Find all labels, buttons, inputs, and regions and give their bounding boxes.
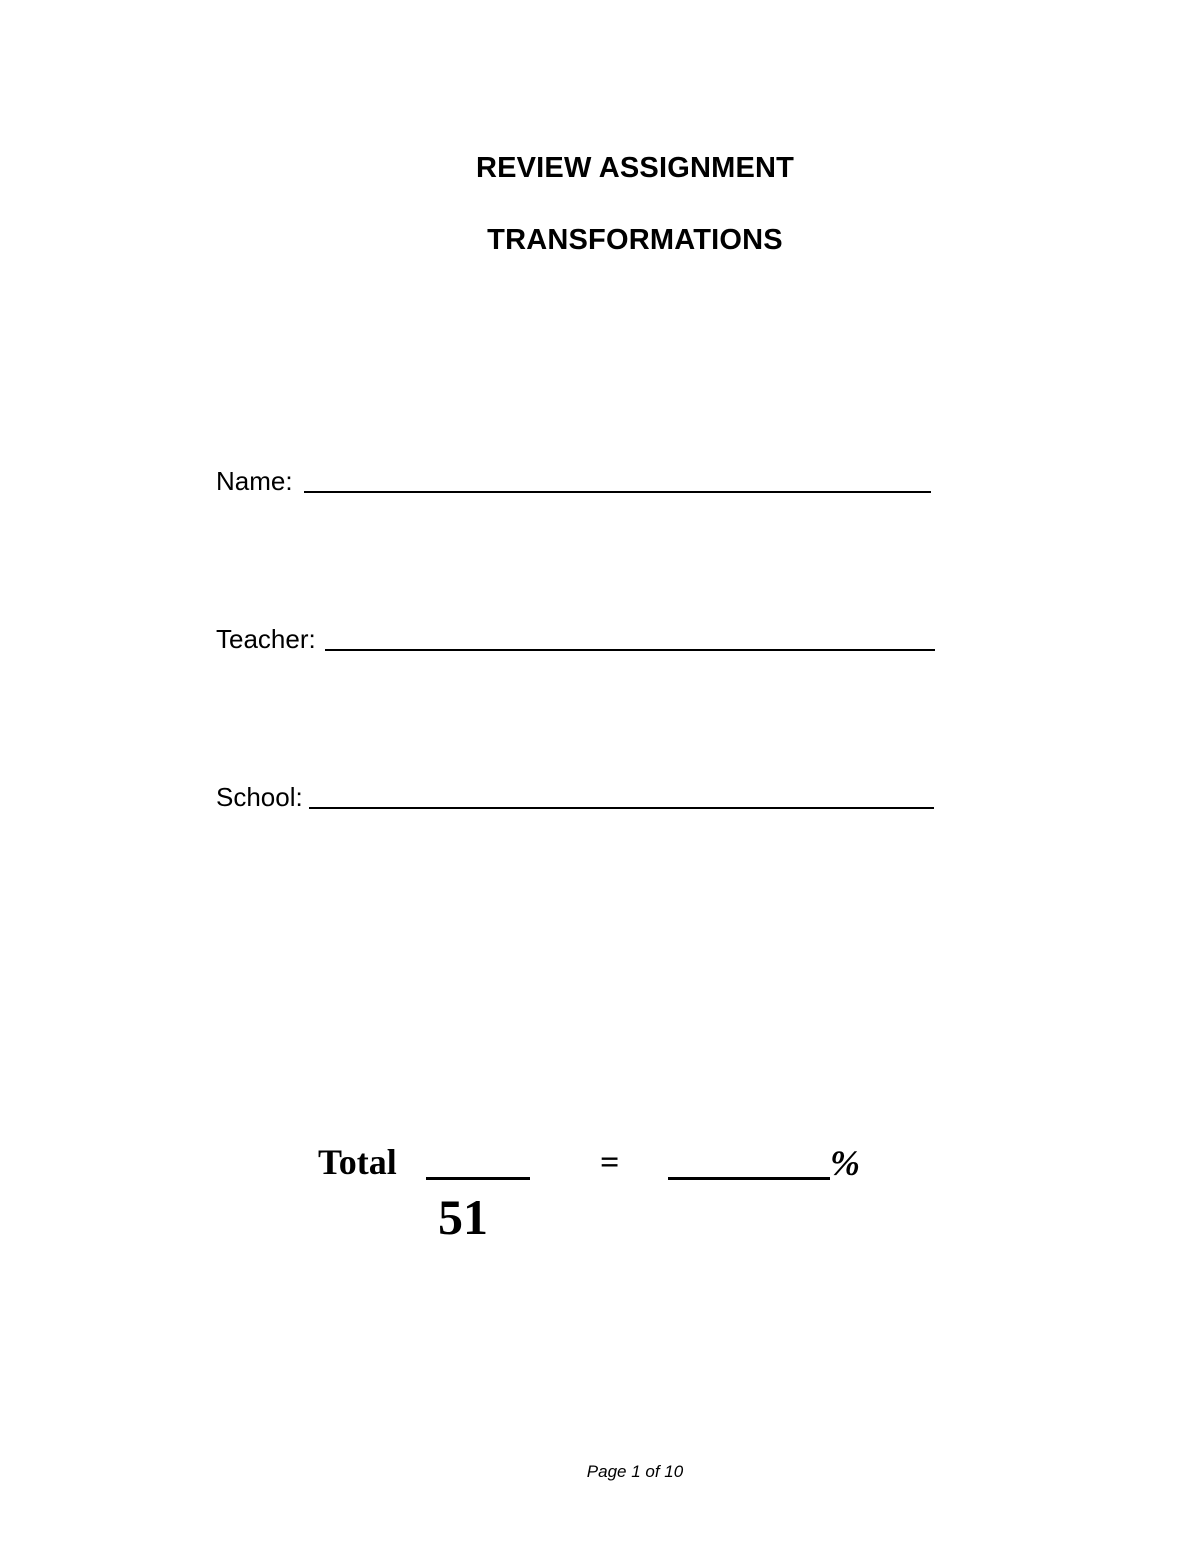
score-blank[interactable] [426, 1177, 530, 1180]
school-field[interactable] [309, 807, 934, 809]
name-label: Name: [216, 466, 293, 496]
teacher-label: Teacher: [216, 624, 316, 654]
equals-sign: = [600, 1144, 620, 1181]
name-field[interactable] [304, 491, 931, 493]
document-subtitle: TRANSFORMATIONS [487, 224, 783, 256]
total-label: Total [318, 1142, 397, 1182]
percent-blank[interactable] [668, 1177, 830, 1180]
teacher-field[interactable] [325, 649, 935, 651]
document-title: REVIEW ASSIGNMENT [475, 152, 795, 184]
school-label: School: [216, 782, 303, 812]
percent-sign: % [830, 1143, 860, 1183]
page-number: Page 1 of 10 [586, 1462, 684, 1481]
score-denominator: 51 [438, 1189, 488, 1245]
